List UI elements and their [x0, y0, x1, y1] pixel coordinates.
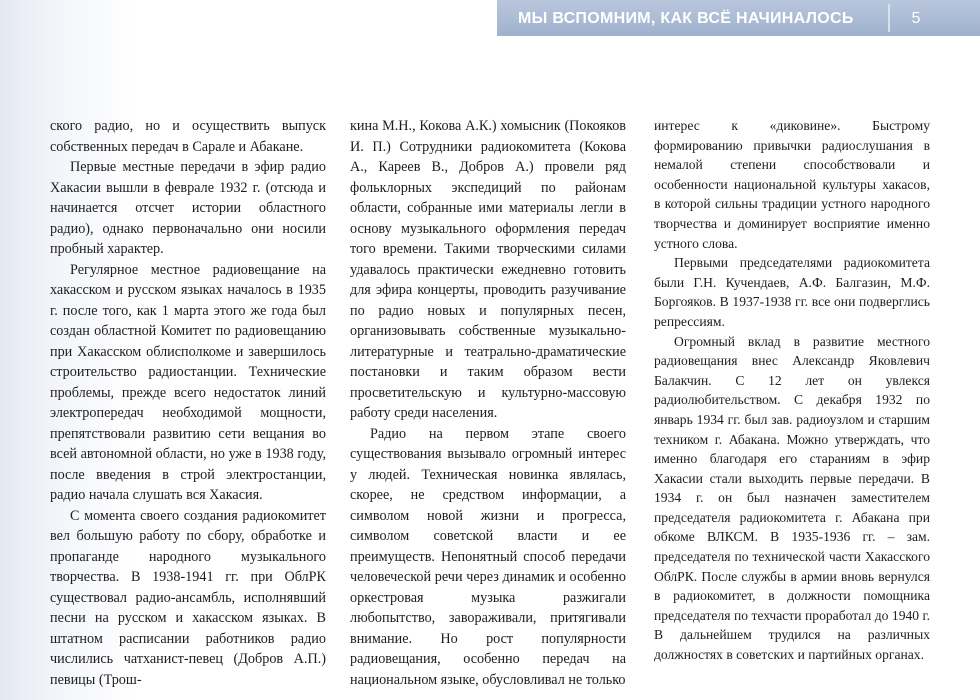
paragraph: Первые местные передачи в эфир радио Хакасии вышли в феврале 1932 г. (отсюда и начинается отсчет истории областного радио), однако первоначально они носили пробный характер.: [50, 159, 326, 257]
paragraph: Первыми председателями радиокомитета были Г.Н. Кучендаев, А.Ф. Балгазин, М.Ф. Боргояков. В 1937-1938 гг. все они подверглись репрессиям.: [654, 255, 930, 329]
paragraph: интерес к «диковине». Быстрому формированию привычки радиослушания в немалой степени способствовали и особенности национальной культуры хакасов, в которой сильны традиции устного народного творчества и доминирует восприятие именно устного слова.: [654, 118, 930, 251]
paragraph: С момента своего создания радиокомитет вел большую работу по сбору, обработке и пропаганде народного музыкального творчества. В 1938-1941 гг. при ОблРК существовал радио-ансамбль, исполнявший песни на русском и хакасском языках. В штатном расписании работников радио числились чатханист-певец (Добров А.П.) певицы (Трош-: [50, 507, 326, 688]
paragraph: Огромный вклад в развитие местного радиовещания внес Александр Яковлевич Балакчин. С 12 лет он увлекся радиолюбительством. С декабря 1932 по январь 1934 гг. был зав. радиоузлом и старшим техником г. Абакана. Можно утверждать, что именно благодаря его стараниям в эфир Хакасии стали выходить первые передачи. В 1934 г. он был назначен заместителем председателя радиокомитета г. Абакана при обкоме ВЛКСМ. В 1935-1936 гг. – зам. председателя по технической части Хакасского ОблРК. После службы в армии вновь вернулся в радиокомитет, в должности помощника председателя по техчасти проработал до 1940 г. В дальнейшем трудился на различных должностях в советских и партийных органах.: [654, 333, 930, 663]
section-title: МЫ ВСПОМНИМ, КАК ВСЁ НАЧИНАЛОСЬ: [518, 10, 854, 27]
page-number: 5: [911, 10, 921, 27]
paragraph: кина М.Н., Кокова А.К.) хомысник (Покояков И. П.) Сотрудники радиокомитета (Кокова А., Кареев В., Добров А.) провели ряд фольклорных экспедиций по районам области, собранные ими материалы легли в основу музыкального оформления передач того времени. Такими творческими силами удавалось практически ежедневно готовить для эфира концерты, проводить разучивание по радио новых и популярных песен, организовывать собственные музыкально-литературные и театрально-драматические постановки и таким образом вести просветительскую и культурно-массовую работу среди населения.: [350, 118, 626, 421]
header-divider: [888, 4, 890, 32]
paragraph: Радио на первом этапе своего существования вызывало огромный интерес у людей. Техническая новинка являлась, скорее, не средством информации, а символом новой жизни и прогресса, символом советской власти и ее преимуществ. Непонятный способ передачи человеческой речи через динамик и особенно оркестровая музыка разжигали любопытство, завораживали, притягивали внимание. Но рост популярности радиовещания, особенно передач на национальном языке, обусловливал не только: [350, 425, 626, 688]
paragraph: ского радио, но и осуществить выпуск собственных передач в Сарале и Абакане.: [50, 118, 326, 155]
paragraph: Регулярное местное радиовещание на хакасском и русском языках началось в 1935 г. после того, как 1 марта этого же года был создан областной Комитет по радиовещанию при Хакасском облисполкоме и завершилось строительство радиостанции. Технические проблемы, прежде всего недостаток линий электропередач необходимой мощности, препятствовали развитию сети вещания во всей автономной области, но уже в 1938 году, после введения в строй электростанции, радио начала слушать вся Хакасия.: [50, 261, 326, 503]
text-column-3: [654, 116, 930, 665]
text-column-1: [50, 116, 326, 690]
text-column-2: [350, 116, 626, 690]
